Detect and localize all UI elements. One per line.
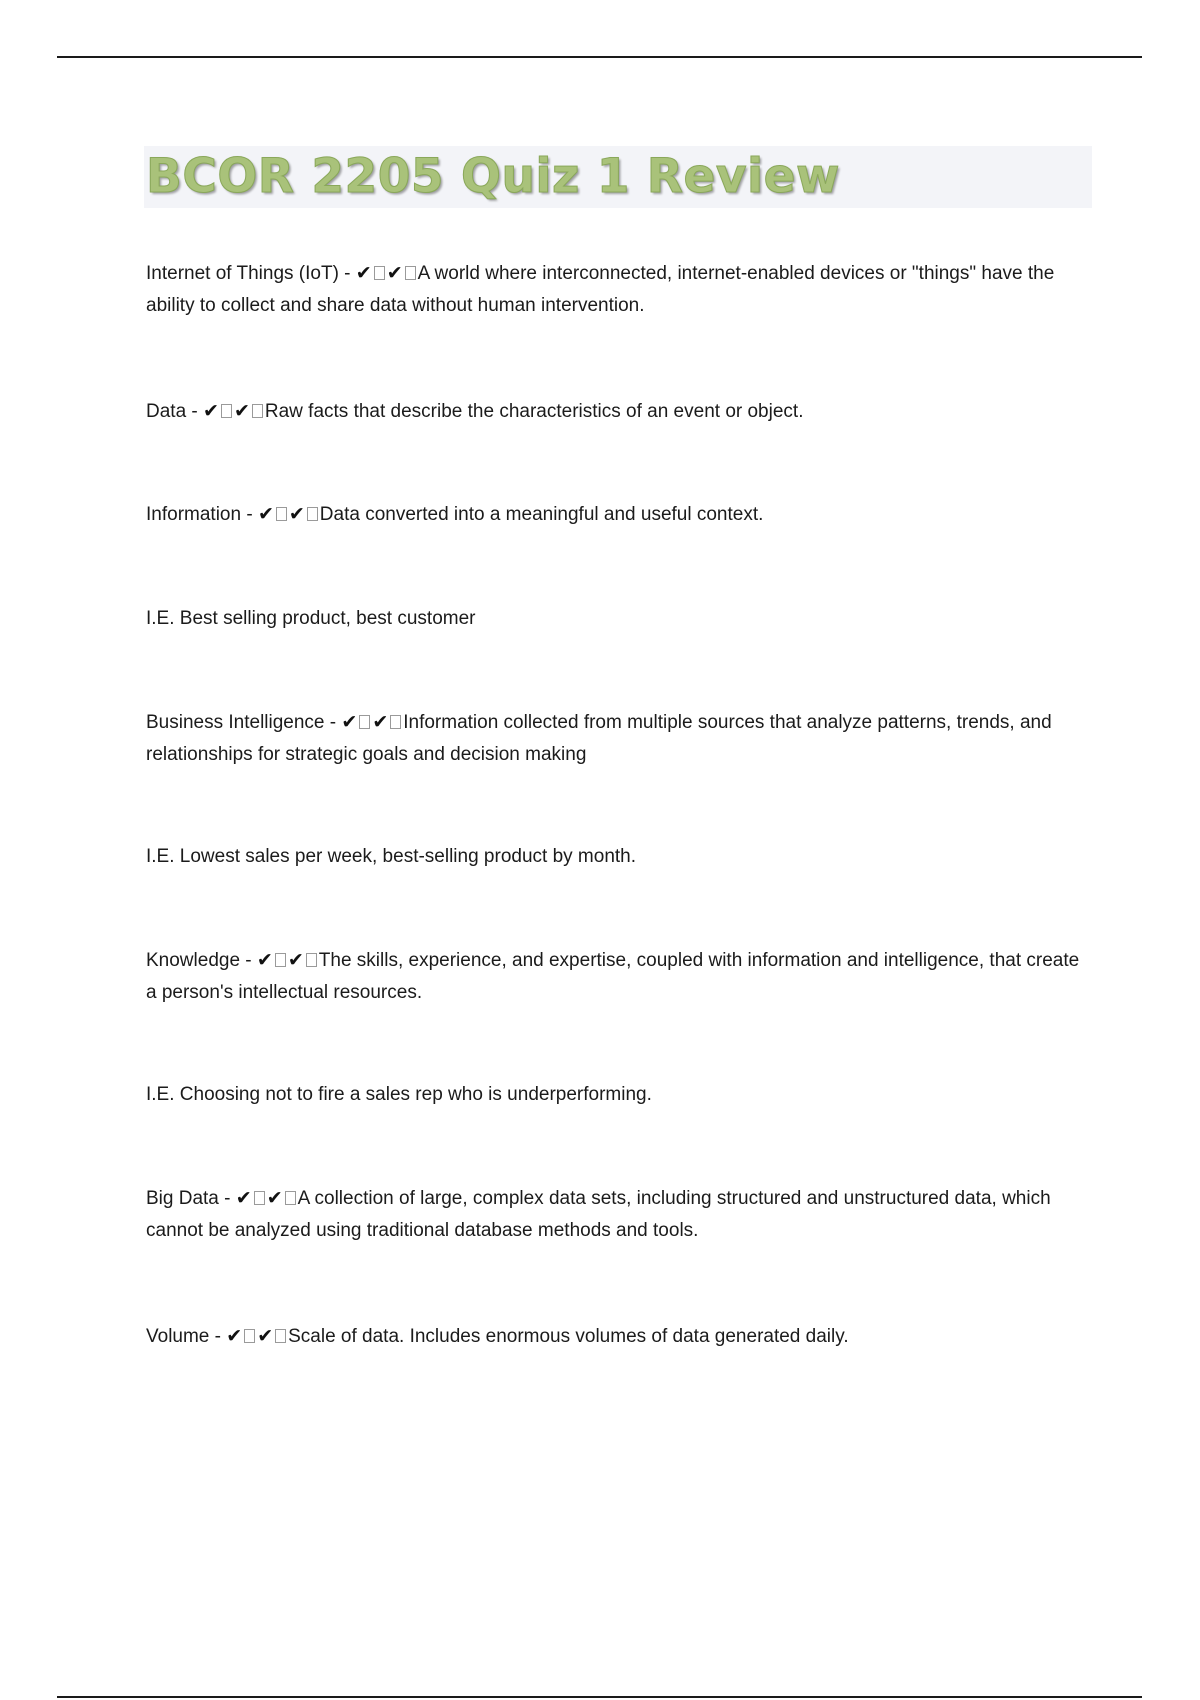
example-note: I.E. Lowest sales per week, best-selling product by month. xyxy=(146,846,637,867)
checkmark-icon: ✔ xyxy=(235,1187,252,1209)
entry-definition: The skills, experience, and expertise, coupled with information and intelligence, that create a person's intellectual resources. xyxy=(146,950,1080,1003)
separator: - xyxy=(338,263,356,284)
example-note: I.E. Best selling product, best customer xyxy=(146,608,476,629)
box-glyph-icon xyxy=(275,1329,286,1343)
box-glyph-icon xyxy=(221,404,232,418)
checkmark-icon: ✔ xyxy=(203,400,219,422)
checkmark-icon: ✔ xyxy=(287,949,304,971)
entry-definition: Raw facts that describe the characteristics of an event or object. xyxy=(264,401,804,422)
box-glyph-icon xyxy=(275,953,286,967)
entry-definition: Scale of data. Includes enormous volumes of data generated daily. xyxy=(288,1326,849,1347)
box-glyph-icon xyxy=(390,715,401,729)
entry-definition: Information collected from multiple sources that analyze patterns, trends, and relationships for strategic goals and decision making xyxy=(146,712,1052,765)
separator: - xyxy=(324,712,342,733)
box-glyph-icon xyxy=(252,404,263,418)
entry-definition: A world where interconnected, internet-enabled devices or "things" have the ability to collect and share data without human intervention. xyxy=(146,263,1055,316)
separator: - xyxy=(218,1188,236,1209)
entry-big-data xyxy=(146,1182,1086,1247)
checkmark-icon: ✔ xyxy=(233,400,250,422)
box-glyph-icon xyxy=(306,953,317,967)
checkmark-icon: ✔ xyxy=(257,1325,274,1347)
checkmark-icon: ✔ xyxy=(256,949,273,971)
checkmark-icon: ✔ xyxy=(266,1187,283,1209)
box-glyph-icon xyxy=(244,1329,255,1343)
entry-definition: Data converted into a meaningful and useful context. xyxy=(319,504,764,525)
box-glyph-icon xyxy=(254,1191,265,1205)
entry-term: Internet of Things (IoT) xyxy=(146,263,339,284)
checkmark-icon: ✔ xyxy=(341,711,358,733)
header-rule xyxy=(57,56,1142,58)
box-glyph-icon xyxy=(359,715,370,729)
separator: - xyxy=(240,950,257,971)
entry-term: Big Data xyxy=(146,1188,219,1209)
box-glyph-icon xyxy=(307,507,318,521)
checkmark-icon: ✔ xyxy=(372,711,389,733)
box-glyph-icon xyxy=(374,266,385,280)
entry-iot xyxy=(146,257,1086,322)
separator: - xyxy=(241,504,258,525)
entry-volume xyxy=(146,1320,1086,1353)
box-glyph-icon xyxy=(276,507,287,521)
entry-term: Volume xyxy=(146,1326,210,1347)
checkmark-icon: ✔ xyxy=(226,1325,243,1347)
entry-term: Business Intelligence xyxy=(146,712,325,733)
entry-knowledge xyxy=(146,944,1086,1009)
entry-business-intelligence xyxy=(146,706,1086,771)
entry-data xyxy=(146,395,1086,428)
entry-information xyxy=(146,498,1086,531)
entry-term: Information xyxy=(146,504,242,525)
separator: - xyxy=(186,401,204,422)
footer-rule xyxy=(57,1696,1142,1698)
checkmark-icon: ✔ xyxy=(257,503,274,525)
checkmark-icon: ✔ xyxy=(288,503,305,525)
entry-term: Data xyxy=(146,401,187,422)
checkmark-icon: ✔ xyxy=(386,262,403,284)
box-glyph-icon xyxy=(405,266,416,280)
checkmark-icon: ✔ xyxy=(355,262,372,284)
entry-term: Knowledge xyxy=(146,950,241,971)
separator: - xyxy=(209,1326,227,1347)
box-glyph-icon xyxy=(285,1191,296,1205)
example-note: I.E. Choosing not to fire a sales rep who is underperforming. xyxy=(146,1084,652,1105)
document-title: BCOR 2205 Quiz 1 Review xyxy=(146,149,840,204)
entry-definition: A collection of large, complex data sets, including structured and unstructured data, which cannot be analyzed using traditional database methods and tools. xyxy=(146,1188,1051,1241)
